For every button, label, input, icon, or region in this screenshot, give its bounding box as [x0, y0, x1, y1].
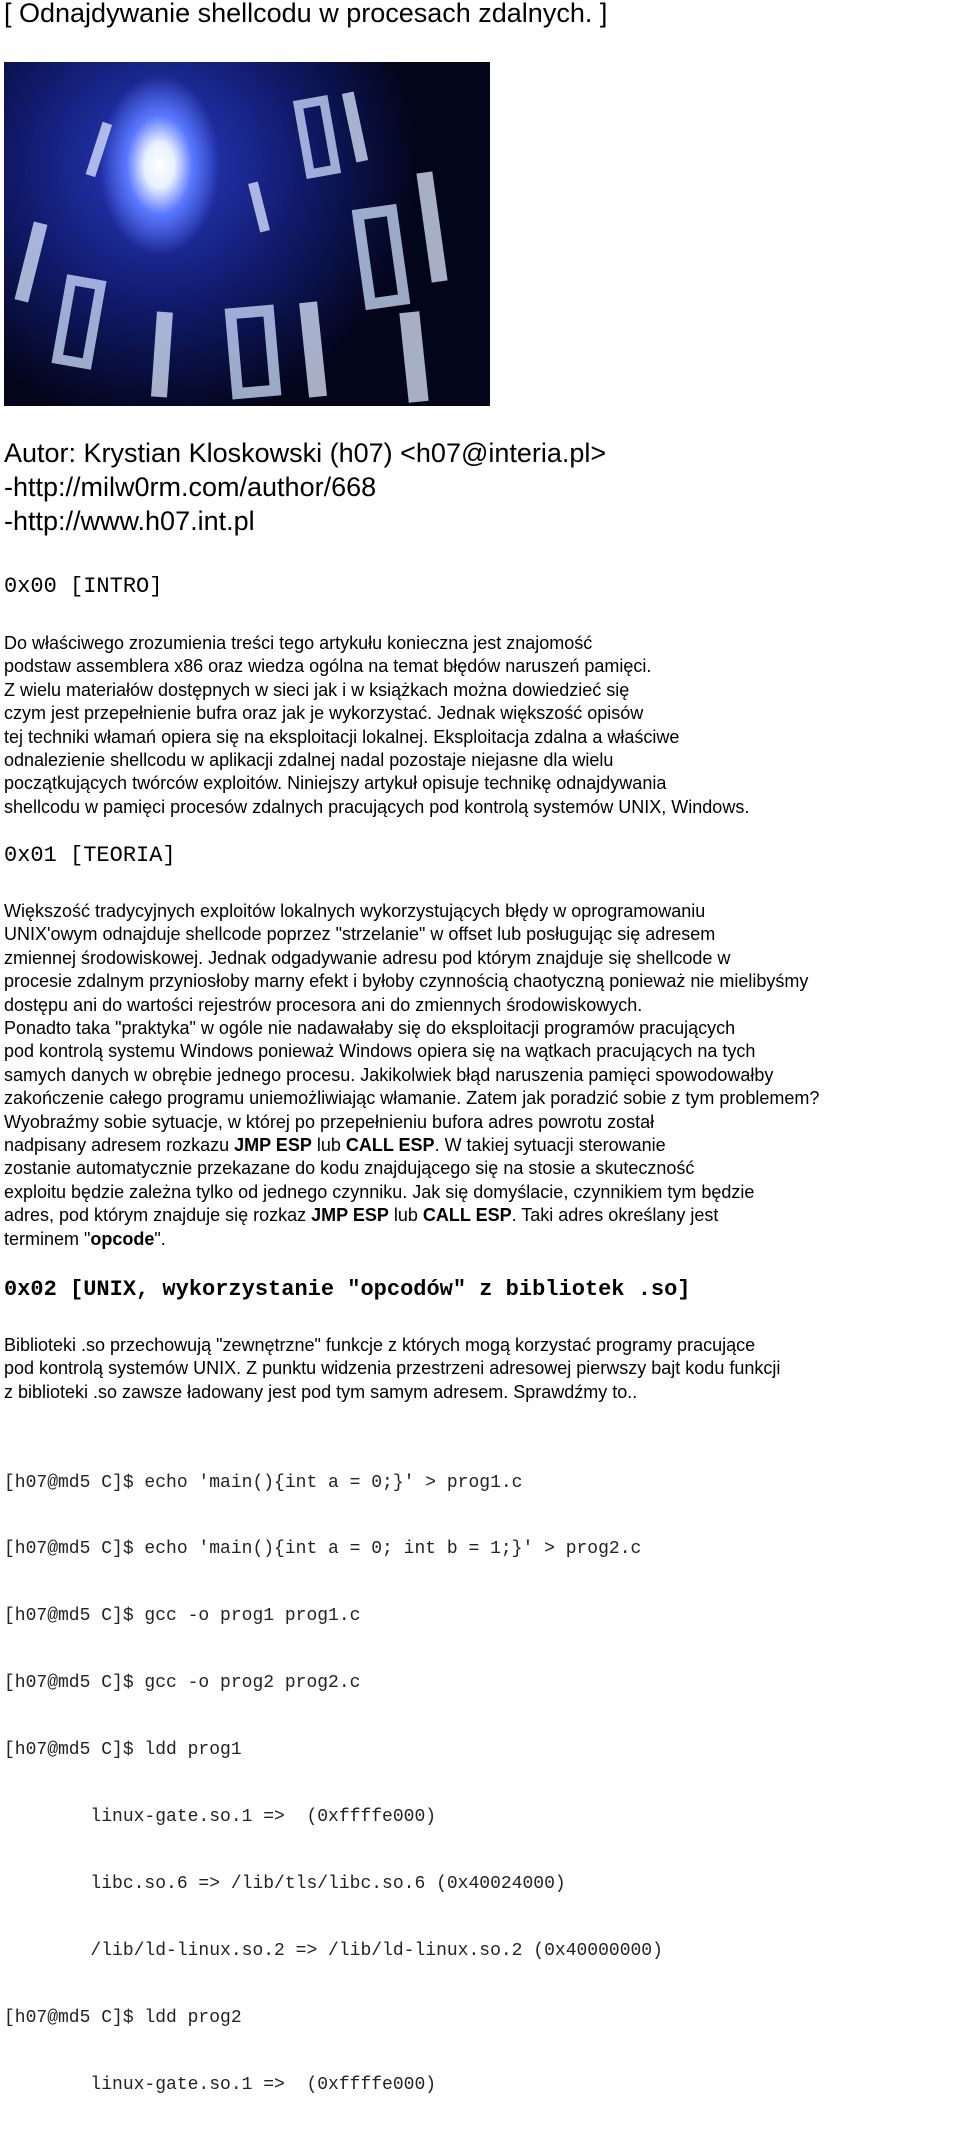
binary-tunnel-illustration	[4, 62, 490, 406]
terminal-code-listing	[4, 1427, 663, 2141]
text-run: lub	[388, 1205, 423, 1226]
text-line: Biblioteki .so przechowują "zewnętrzne" funkcje z których mogą korzystać programy pracujące	[4, 1335, 756, 1355]
teoria-paragraph	[4, 900, 819, 1251]
code-line: [h07@md5 C]$ gcc -o prog2 prog2.c	[4, 1673, 361, 1694]
code-line: [h07@md5 C]$ echo 'main(){int a = 0; int b = 1;}' > prog2.c	[4, 1539, 642, 1560]
text-line: zostanie automatycznie przekazane do kodu znajdującego się na stosie a skuteczność	[4, 1158, 695, 1179]
text-line: tej techniki włamań opiera się na eksploitacji lokalnej. Eksploitacja zdalna a właściwe	[4, 726, 680, 747]
code-line: linux-gate.so.1 => (0xffffe000)	[4, 2074, 437, 2095]
code-line: libc.so.6 => /lib/tls/libc.so.6 (0x40024000)	[4, 1873, 566, 1894]
author-link-milw0rm: -http://milw0rm.com/author/668	[4, 472, 377, 502]
text-line: Z wielu materiałów dostępnych w sieci jak i w książkach można dowiedzieć się	[4, 679, 630, 700]
text-line: Do właściwego zrozumienia treści tego artykułu konieczna jest znajomość	[4, 633, 593, 653]
text-run: lub	[311, 1135, 346, 1156]
section-heading-teoria: 0x01 [TEORIA]	[4, 843, 176, 868]
text-line: UNIX'owym odnajduje shellcode poprzez "strzelanie" w offset lub posługując się adresem	[4, 924, 716, 945]
text-line: Ponadto taka "praktyka" w ogóle nie nadawałaby się do eksploitacji programów pracujących	[4, 1018, 736, 1039]
jmp-esp-term: JMP ESP	[234, 1135, 312, 1156]
text-line: pod kontrolą systemów UNIX. Z punktu widzenia przestrzeni adresowej pierwszy bajt kodu funkcji	[4, 1358, 781, 1379]
text-line: samych danych w obrębie jednego procesu. Jakikolwiek błąd naruszenia pamięci spowodowałby	[4, 1064, 774, 1085]
text-run: . Taki adres określany jest	[511, 1205, 719, 1226]
text-run: ".	[154, 1228, 166, 1249]
text-line: zakończenie całego programu uniemożliwiając włamanie. Zatem jak poradzić sobie z tym problemem?	[4, 1088, 820, 1109]
jmp-esp-term: JMP ESP	[311, 1205, 389, 1226]
text-line: podstaw assemblera x86 oraz wiedza ogólna na temat błędów naruszeń pamięci.	[4, 656, 652, 677]
text-line: Większość tradycyjnych exploitów lokalnych wykorzystujących błędy w oprogramowaniu	[4, 901, 706, 921]
code-line: [h07@md5 C]$ ldd prog2	[4, 2007, 242, 2028]
text-line: exploitu będzie zależna tylko od jednego czynniku. Jak się domyślacie, czynnikiem tym będzie	[4, 1181, 755, 1202]
text-line	[4, 1228, 819, 1251]
text-line: procesie zdalnym przyniosłoby marny efekt i byłoby czynnością chaotyczną ponieważ nie mielibyśmy	[4, 971, 809, 992]
document-title: [ Odnajdywanie shellcodu w procesach zdalnych. ]	[4, 0, 608, 28]
text-line: czym jest przepełnienie bufra oraz jak je wykorzystać. Jednak większość opisów	[4, 703, 644, 724]
text-line: odnalezienie shellcodu w aplikacji zdalnej nadal pozostaje niejasne dla wielu	[4, 750, 614, 771]
text-run: terminem "	[4, 1228, 91, 1249]
code-line: [h07@md5 C]$ ldd prog1	[4, 1740, 242, 1761]
text-line: Wyobraźmy sobie sytuacje, w której po przepełnieniu bufora adres powrotu został	[4, 1111, 655, 1132]
text-line: shellcodu w pamięci procesów zdalnych pracujących pod kontrolą systemów UNIX, Windows.	[4, 796, 750, 817]
call-esp-term: CALL ESP	[422, 1205, 512, 1226]
author-name: Autor: Krystian Kloskowski (h07) <h07@interia.pl>	[4, 438, 607, 468]
text-line: pod kontrolą systemu Windows ponieważ Windows opiera się na wątkach pracujących na tych	[4, 1041, 756, 1062]
text-line	[4, 1134, 819, 1157]
intro-paragraph	[4, 632, 749, 819]
text-run: . W takiej sytuacji sterowanie	[434, 1135, 666, 1156]
code-line: linux-gate.so.1 => (0xffffe000)	[4, 1807, 437, 1828]
section-heading-intro: 0x00 [INTRO]	[4, 574, 163, 599]
author-link-website: -http://www.h07.int.pl	[4, 506, 255, 536]
code-line: [h07@md5 C]$ gcc -o prog1 prog1.c	[4, 1606, 361, 1627]
text-run: adres, pod którym znajduje się rozkaz	[4, 1205, 312, 1226]
call-esp-term: CALL ESP	[345, 1135, 435, 1156]
text-line: dostępu ani do wartości rejestrów procesora ani do zmiennych środowiskowych.	[4, 994, 643, 1015]
opcode-term: opcode	[90, 1228, 155, 1249]
text-line: zmiennej środowiskowej. Jednak odgadywanie adresu pod którym znajduje się shellcode w	[4, 947, 731, 968]
text-run: nadpisany adresem rozkazu	[4, 1135, 235, 1156]
text-line	[4, 1204, 819, 1227]
author-block	[4, 436, 606, 538]
unix-paragraph	[4, 1334, 780, 1404]
section-heading-unix: 0x02 [UNIX, wykorzystanie "opcodów" z bibliotek .so]	[4, 1277, 691, 1302]
text-line: z biblioteki .so zawsze ładowany jest pod tym samym adresem. Sprawdźmy to..	[4, 1381, 638, 1402]
code-line: /lib/ld-linux.so.2 => /lib/ld-linux.so.2 (0x40000000)	[4, 1940, 663, 1961]
code-line: [h07@md5 C]$ echo 'main(){int a = 0;}' > prog1.c	[4, 1472, 523, 1493]
text-line: początkujących twórców exploitów. Niniejszy artykuł opisuje technikę odnajdywania	[4, 773, 667, 794]
